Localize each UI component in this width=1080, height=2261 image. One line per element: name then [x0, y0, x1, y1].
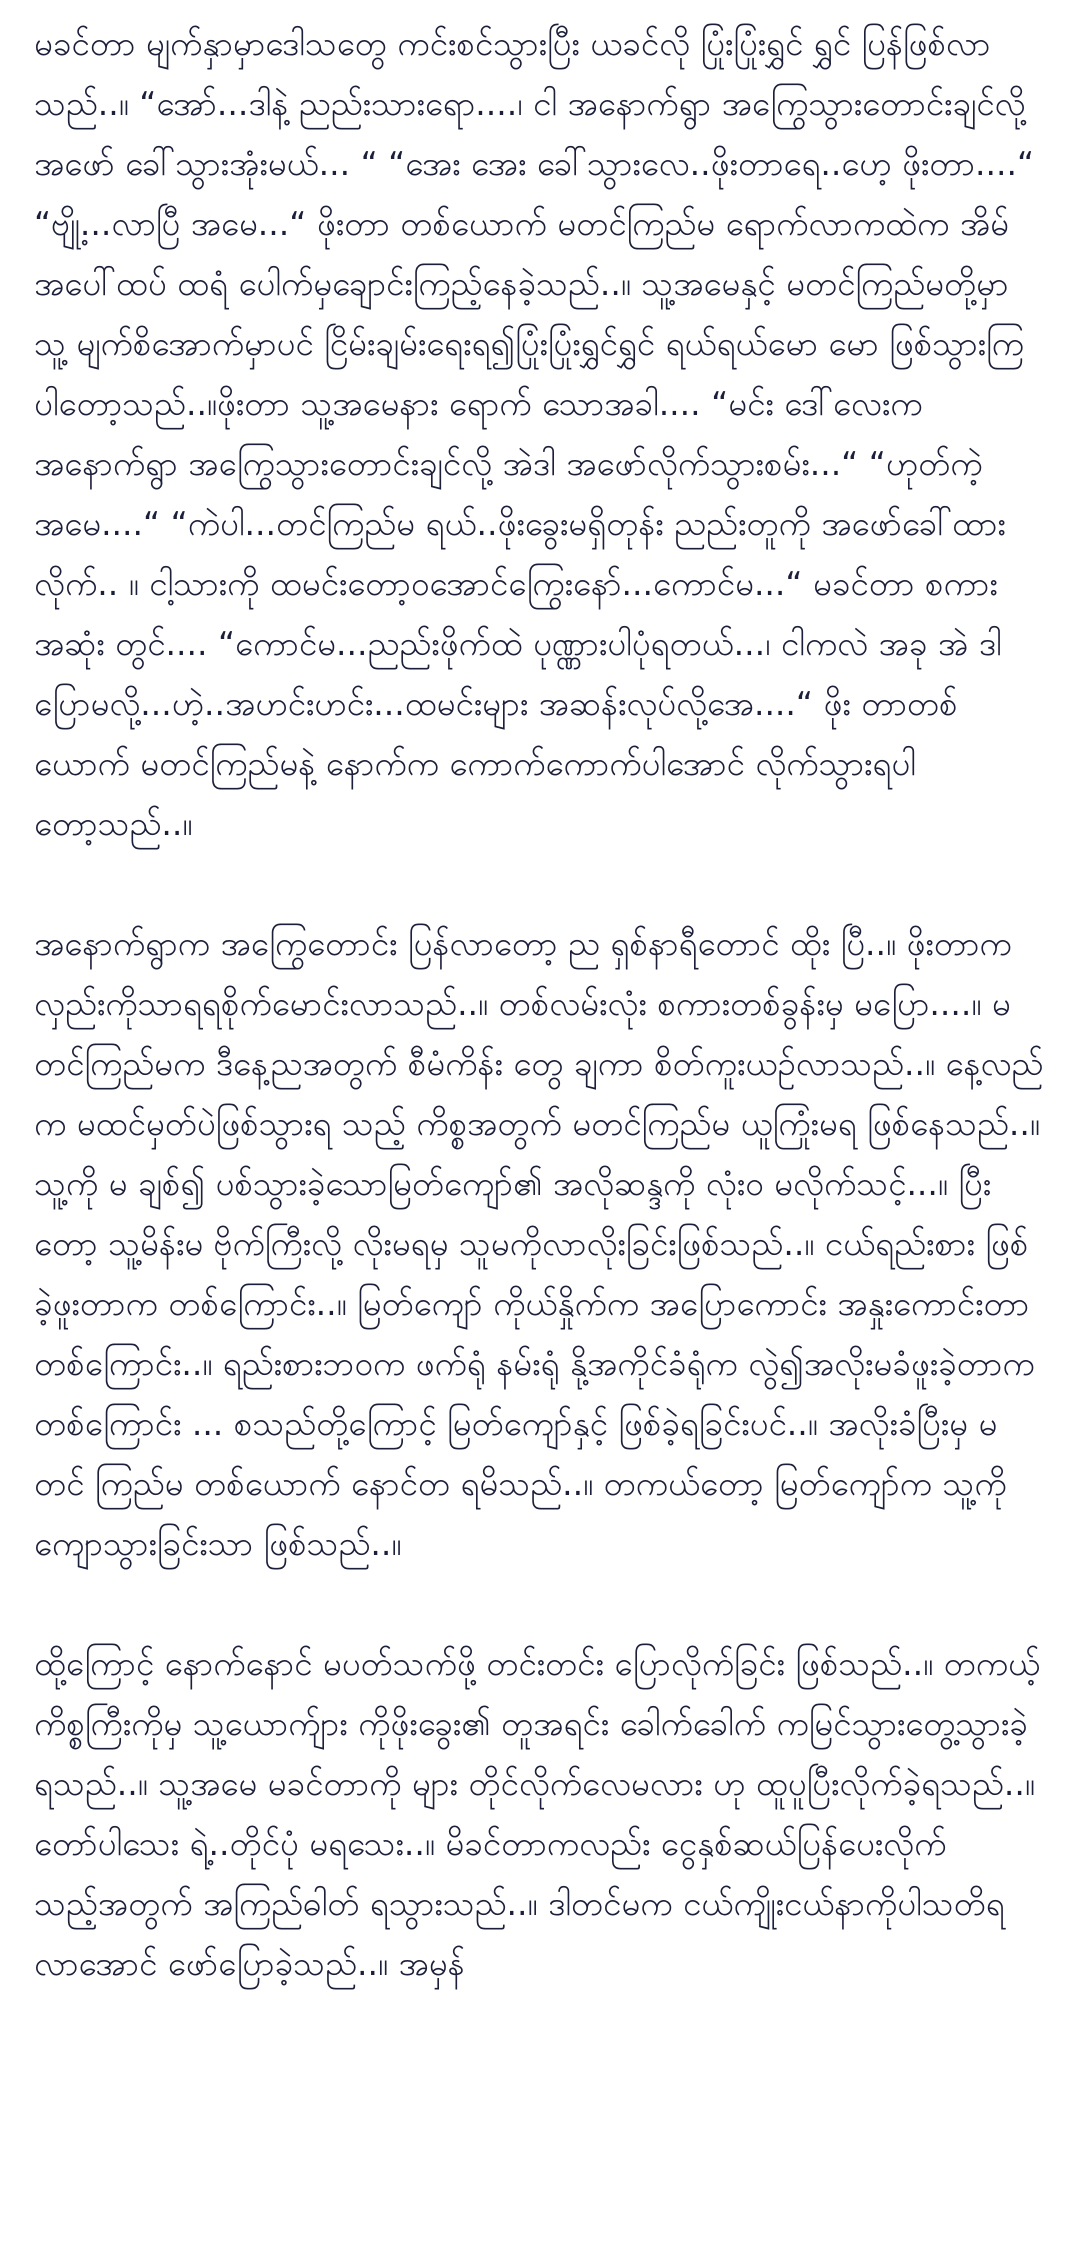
story-paragraph-3: ထို့ကြောင့် နောက်နောင် မပတ်သက်ဖို့ တင်းတင်း ပြောလိုက်ခြင်း ဖြစ်သည်..။ တကယ့်ကိစ္စကြီးကိုမှ သူ့ယောက်ျား ကိုဖိုးခွေး၏ တူအရင်း ခေါက်ခေါက် ကမြင်သွားတွေ့သွားခဲ့ရသည်..။ သူ့အမေ မခင်တာကို များ တိုင်လိုက်လေမလား ဟု ထူပူပြီးလိုက်ခဲ့ရသည်..။ တော်ပါသေး ရဲ့..တိုင်ပုံ မရသေး..။ မိခင်တာကလည်း ငွေနှစ်ဆယ်ပြန်ပေးလိုက် သည့်အတွက် အကြည်ဓါတ် ရသွားသည်..။ ဒါတင်မက ငယ်ကျိုးငယ်နာကိုပါသတိရလာအောင် ဖော်ပြောခဲ့သည်..။ အမှန်	[34, 1644, 1041, 1983]
story-paragraph-2: အနောက်ရွာက အကြွေတောင်း ပြန်လာတော့ ည ရှစ်နာရီတောင် ထိုး ပြီ..။ ဖိုးတာက လှည်းကိုသာရရစိုက်မောင်းလာသည်..။ တစ်လမ်းလုံး စကားတစ်ခွန်းမှ မပြော....။ မတင်ကြည်မက ဒီနေ့ညအတွက် စီမံကိန်း တွေ ချကာ စိတ်ကူးယဉ်လာသည်..။ နေ့လည်က မထင်မှတ်ပဲဖြစ်သွားရ သည့် ကိစ္စအတွက် မတင်ကြည်မ ယူကြုံးမရ ဖြစ်နေသည်..။ သူ့ကို မ ချစ်၍ ပစ်သွားခဲ့သောမြတ်ကျော်၏ အလိုဆန္ဒကို လုံးဝ မလိုက်သင့်...။ ပြီးတော့ သူ့မိန်းမ ဗိုက်ကြီးလို့ လိုးမရမှ သူမကိုလာလိုးခြင်းဖြစ်သည်..။ ငယ်ရည်းစား ဖြစ်ခဲ့ဖူးတာက တစ်ကြောင်း..။ မြတ်ကျော် ကိုယ်နှိုက်က အပြောကောင်း အနှုးကောင်းတာ တစ်ကြောင်း..။ ရည်းစားဘဝက ဖက်ရုံ နမ်းရုံ နို့အကိုင်ခံရုံက လွဲ၍အလိုးမခံဖူးခဲ့တာက တစ်ကြောင်း ... စသည်တို့ကြောင့် မြတ်ကျော်နှင့် ဖြစ်ခဲ့ရခြင်းပင်..။ အလိုးခံပြီးမှ မတင် ကြည်မ တစ်ယောက် နောင်တ ရမိသည်..။ တကယ်တော့ မြတ်ကျော်က သူ့ကိုကျောသွားခြင်းသာ ဖြစ်သည်..။	[34, 924, 1044, 1563]
story-paragraph-1: မခင်တာ မျက်နှာမှာဒေါသတွေ ကင်းစင်သွားပြီး ယခင်လို ပြုံးပြုံးရွှင် ရွှင် ပြန်ဖြစ်လာသည်..။ “အော်...ဒါနဲ့ ညည်းသားရော....၊ ငါ အနောက်ရွာ အကြွေသွားတောင်းချင်လို့ အဖော် ခေါ်သွားအုံးမယ်... “ “အေး အေး ခေါ်သွားလေ..ဖိုးတာရေ..ဟေ့ ဖိုးတာ....“ “ဗျို့...လာပြီ အမေ...“ ဖိုးတာ တစ်ယောက် မတင်ကြည်မ ရောက်လာကထဲက အိမ်အပေါ်ထပ် ထရံ ပေါက်မှချောင်းကြည့်နေခဲ့သည်..။ သူ့အမေနှင့် မတင်ကြည်မတို့မှာ သူ့ မျက်စိအောက်မှာပင် ငြိမ်းချမ်းရေးရ၍ပြုံးပြုံးရွှင်ရွှင် ရယ်ရယ်မော မော ဖြစ်သွားကြပါတော့သည်..။ဖိုးတာ သူ့အမေနား ရောက် သောအခါ.... “မင်း ဒေါ်လေးက အနောက်ရွာ အကြွေသွားတောင်းချင်လို့ အဲဒါ အဖော်လိုက်သွားစမ်း...“ “ဟုတ်ကဲ့ အမေ....“ “ကဲပါ...တင်ကြည်မ ရယ်..ဖိုးခွေးမရှိတုန်း ညည်းတူကို အဖော်ခေါ်ထားလိုက်.. ။ ငါ့သားကို ထမင်းတော့ဝအောင်ကြွေးနော်...ကောင်မ...“ မခင်တာ စကားအဆုံး တွင်.... “ကောင်မ...ညည်းဖိုက်ထဲ ပုဏ္ဏားပါပုံရတယ်...၊ ငါကလဲ အခု အဲ ဒါပြောမလို့...ဟဲ့..အဟင်းဟင်း...ထမင်းများ အဆန်းလုပ်လို့အေ....“ ဖိုး တာတစ်ယောက် မတင်ကြည်မနဲ့ နောက်က ကောက်ကောက်ပါအောင် လိုက်သွားရပါတော့သည်..။	[34, 24, 1035, 843]
paragraph-spacer	[34, 1574, 1044, 1634]
paragraph-spacer	[34, 854, 1044, 914]
